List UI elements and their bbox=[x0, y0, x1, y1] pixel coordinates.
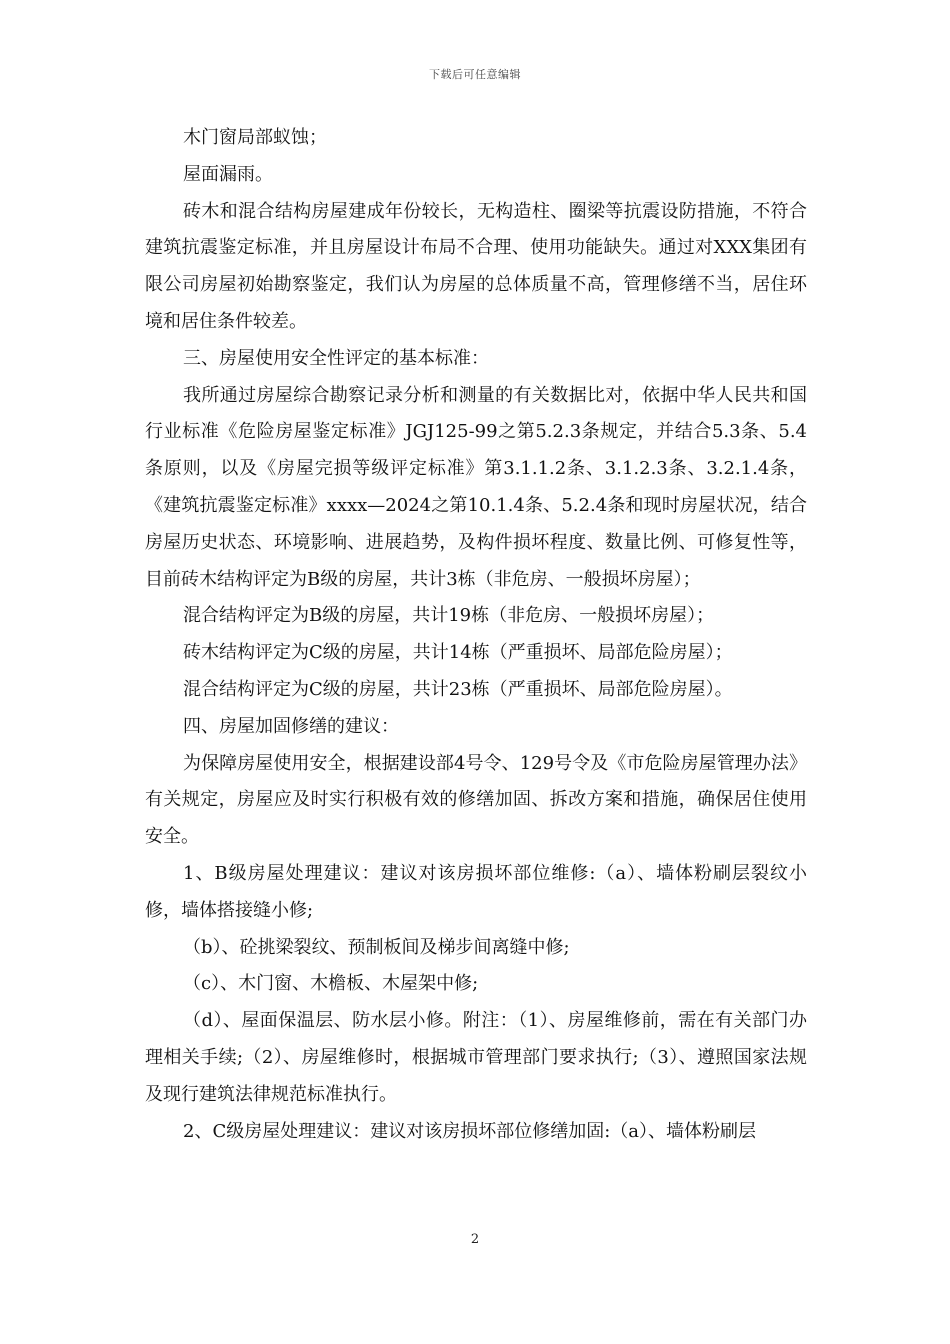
paragraph: 我所通过房屋综合勘察记录分析和测量的有关数据比对，依据中华人民共和国行业标准《危险房屋鉴定标准》JGJ125-99之第5.2.3条规定，并结合5.3条、5.4条原则，以及《房屋完损等级评定标准》第3.1.1.2条、3.1.2.3条、3.2.1.4条，《建筑抗震鉴定标准》xxxx—2024之第10.1.4条、5.2.4条和现时房屋状况，结合房屋历史状态、环境影响、进展趋势，及构件损坏程度、数量比例、可修复性等，目前砖木结构评定为B级的房屋，共计3栋（非危房、一般损坏房屋）； bbox=[145, 384, 807, 590]
document-body bbox=[145, 120, 807, 1150]
paragraph: （c）、木门窗、木檐板、木屋架中修; bbox=[183, 973, 479, 995]
paragraph: （b）、砼挑梁裂纹、预制板间及梯步间离缝中修; bbox=[183, 936, 570, 958]
section-heading: 三、房屋使用安全性评定的基本标准： bbox=[183, 347, 489, 369]
paragraph: 木门窗局部蚁蚀； bbox=[183, 127, 327, 148]
paragraph: （d）、屋面保温层、防水层小修。附注：（1）、房屋维修前，需在有关部门办理相关手续;（2）、房屋维修时，根据城市管理部门要求执行;（3）、遵照国家法规及现行建筑法律规范标准执行。 bbox=[145, 1010, 807, 1105]
page-header-note: 下载后可任意编辑 bbox=[429, 68, 521, 81]
paragraph: 1、B级房屋处理建议：建议对该房损坏部位维修:（a）、墙体粉刷层裂纹小修，墙体搭接缝小修; bbox=[145, 862, 807, 921]
section-heading: 四、房屋加固修缮的建议： bbox=[183, 715, 399, 737]
paragraph: 砖木结构评定为C级的房屋，共计14栋（严重损坏、局部危险房屋）； bbox=[183, 642, 733, 664]
page-number: 2 bbox=[470, 1232, 480, 1247]
paragraph: 砖木和混合结构房屋建成年份较长，无构造柱、圈梁等抗震设防措施，不符合建筑抗震鉴定标准，并且房屋设计布局不合理、使用功能缺失。通过对XXX集团有限公司房屋初始勘察鉴定，我们认为房屋的总体质量不高，管理修缮不当，居住环境和居住条件较差。 bbox=[145, 200, 807, 332]
paragraph: 混合结构评定为C级的房屋，共计23栋（严重损坏、局部危险房屋）。 bbox=[183, 678, 733, 700]
paragraph: 2、C级房屋处理建议：建议对该房损坏部位修缮加固:（a）、墙体粉刷层 bbox=[183, 1120, 757, 1142]
paragraph: 屋面漏雨。 bbox=[183, 163, 273, 185]
paragraph: 为保障房屋使用安全，根据建设部4号令、129号令及《市危险房屋管理办法》有关规定，房屋应及时实行积极有效的修缮加固、拆改方案和措施，确保居住使用安全。 bbox=[145, 752, 807, 848]
paragraph: 混合结构评定为B级的房屋，共计19栋（非危房、一般损坏房屋）； bbox=[183, 605, 715, 627]
